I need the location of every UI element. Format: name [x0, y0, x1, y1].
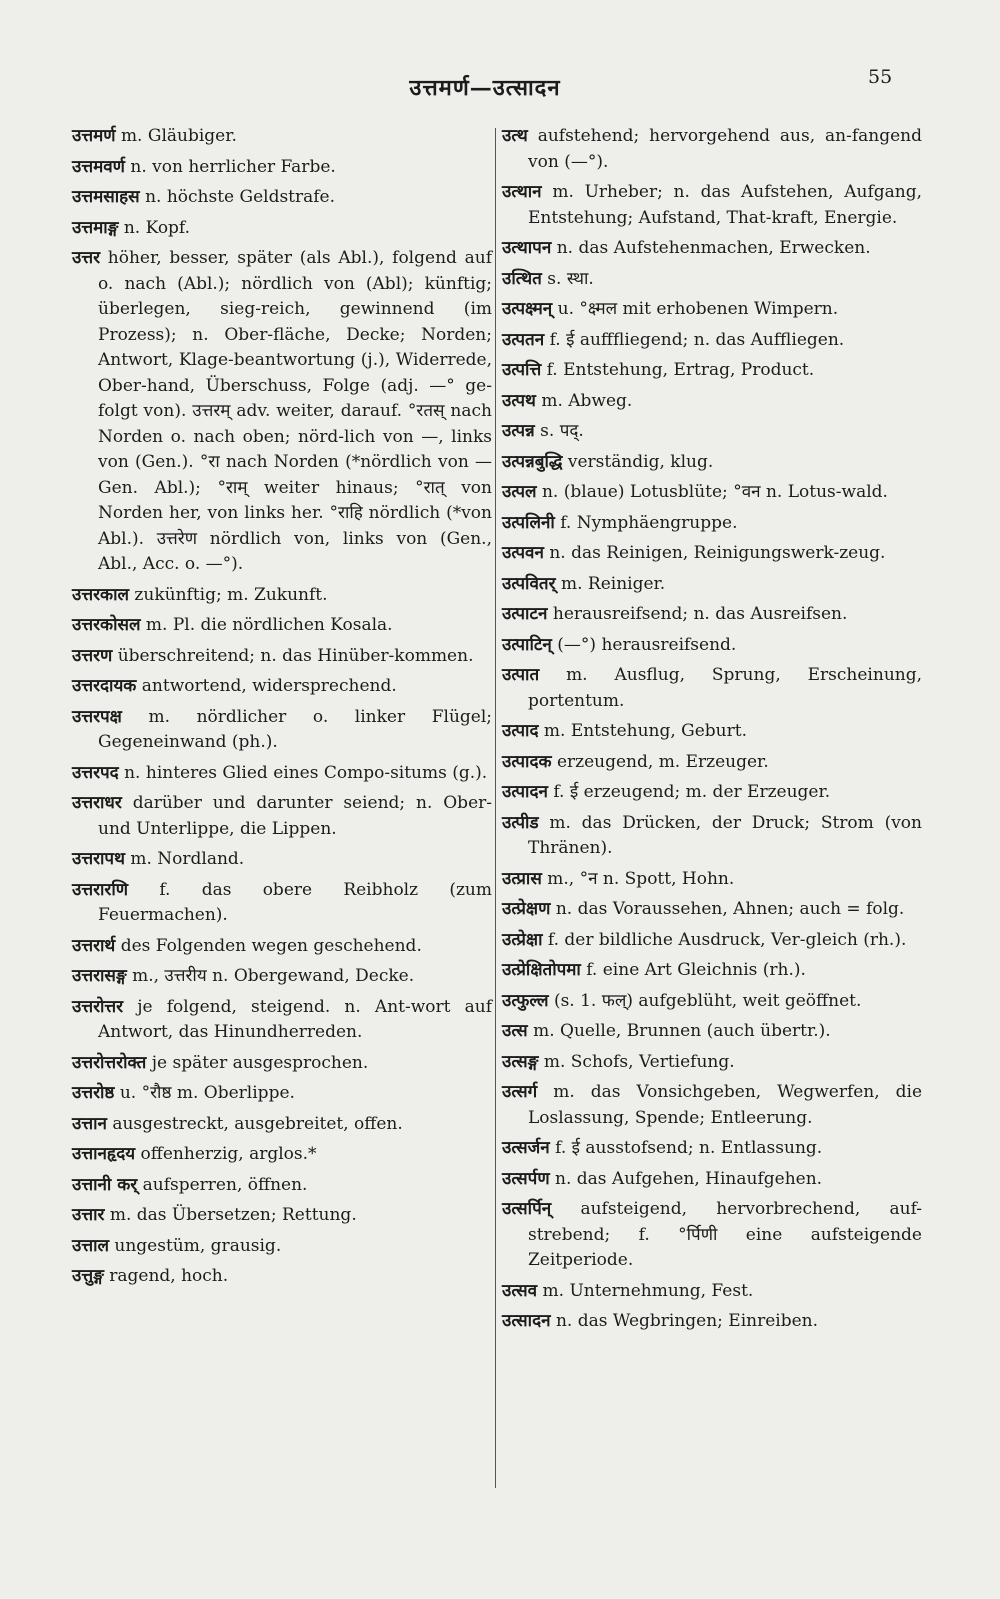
dictionary-entry — [72, 791, 492, 842]
entry-definition: des Folgenden wegen geschehend. — [120, 935, 422, 956]
entry-headword: उत्सर्पण — [502, 1168, 550, 1189]
page-header — [0, 0, 1000, 110]
entry-headword: उत्पात — [502, 665, 540, 685]
entry-headword: उत्तरोष्ठ — [72, 1083, 115, 1103]
entry-definition: f. das obere Reibholz (zum Feuermachen). — [98, 879, 492, 925]
entry-definition: je später ausgesprochen. — [151, 1052, 369, 1073]
entry-headword: उत्तरार्थ — [72, 935, 116, 956]
entry-headword: उत्तराधर — [72, 793, 122, 813]
entry-headword: उत्तमाङ्ग — [72, 217, 119, 238]
entry-headword: उत्तर — [72, 248, 101, 268]
entry-definition: aufstehend; hervorgehend aus, an-fangend von (—°). — [528, 126, 922, 172]
running-head: उत्तमर्ण—उत्सादन — [409, 75, 561, 101]
left-column — [72, 124, 492, 1295]
entry-headword: उत्तमवर्ण — [72, 156, 125, 177]
entry-headword: उत्पथ — [502, 390, 536, 411]
entry-headword: उत्पलिनी — [502, 512, 555, 533]
entry-definition: höher, besser, später (als Abl.), folgend auf o. nach (Abl.); nördlich von (Abl); künftig; überlegen, sieg-reich, gewinnend (im Prozess); n. Ober-fläche, Decke; Norden; Antwort, Klage-beantwortung (j.), Widerrede, Ober-hand, Überschuss, Folge (adj. —° ge-folgt von). उत्तरम् adv. weiter, darauf. °रतस् nach Norden o. nach oben; nörd-lich von —, links von (Gen.). °रा nach Norden (*nördlich von — Gen. Abl.); °राम् weiter hinaus; °रात् von Norden her, von links her. °राहि nördlich (*von Abl.). उत्तरेण nördlich von, links von (Gen., Abl., Acc. o. —°). — [98, 248, 493, 574]
dictionary-entry — [502, 1309, 922, 1335]
entry-definition: s. स्था. — [547, 268, 594, 289]
entry-definition: m. Entstehung, Geburt. — [543, 721, 747, 741]
dictionary-entry — [502, 1197, 922, 1274]
dictionary-entry — [72, 185, 492, 211]
dictionary-entry — [502, 989, 922, 1015]
entry-headword: उत्पवितर् — [502, 573, 556, 594]
entry-headword: उत्तानहृदय — [72, 1144, 136, 1164]
dictionary-entry — [502, 1019, 922, 1045]
dictionary-entry — [502, 541, 922, 567]
entry-definition: m. das Vonsichgeben, Wegwerfen, die Loslassung, Spende; Entleerung. — [528, 1082, 922, 1128]
entry-headword: उत्ताल — [72, 1235, 109, 1256]
entry-headword: उत्तरपक्ष — [72, 706, 122, 727]
entry-definition: m. Reiniger. — [560, 573, 666, 594]
entry-definition: m. Ausflug, Sprung, Erscheinung, portentum. — [528, 665, 922, 711]
entry-headword: उत्तमसाहस — [72, 187, 140, 207]
entry-definition: m. das Übersetzen; Rettung. — [109, 1205, 357, 1225]
dictionary-entry — [72, 705, 492, 756]
entry-definition: zukünftig; m. Zukunft. — [134, 584, 328, 605]
entry-definition: u. °क्ष्मल mit erhobenen Wimpern. — [557, 299, 839, 319]
dictionary-entry — [502, 450, 922, 476]
entry-definition: herausreifsend; n. das Ausreifsen. — [552, 604, 848, 624]
entry-definition: je folgend, steigend. n. Ant-wort auf Antwort, das Hinundherreden. — [98, 996, 493, 1042]
dictionary-entry — [72, 216, 492, 242]
entry-headword: उत्पन्नबुद्धि — [502, 451, 563, 472]
entry-definition: m. Abweg. — [541, 390, 633, 411]
dictionary-entry — [72, 246, 492, 578]
dictionary-entry — [502, 602, 922, 628]
entry-headword: उत्पीड — [502, 812, 539, 833]
entry-definition: m. das Drücken, der Druck; Strom (von Thränen). — [528, 812, 922, 858]
entry-headword: उत्तुङ्ग — [72, 1266, 104, 1286]
dictionary-entry — [72, 1173, 492, 1199]
entry-headword: उत्पादक — [502, 751, 552, 772]
entry-definition: s. पद्. — [540, 421, 584, 441]
entry-definition: aufsteigend, hervorbrechend, auf-strebend; f. °र्पिणी eine aufsteigende Zeitperiode. — [528, 1199, 922, 1270]
entry-definition: erzeugend, m. Erzeuger. — [556, 751, 769, 772]
entry-headword: उत्तरापथ — [72, 849, 125, 869]
entry-headword: उत्पतन — [502, 329, 545, 350]
entry-definition: n. das Wegbringen; Einreiben. — [555, 1311, 819, 1331]
dictionary-entry — [502, 780, 922, 806]
dictionary-entry — [72, 155, 492, 181]
dictionary-entry — [72, 878, 492, 929]
entry-headword: उत्तरण — [72, 645, 113, 666]
entry-definition: n. höchste Geldstrafe. — [145, 187, 336, 207]
entry-headword: उत्तरदायक — [72, 676, 137, 696]
dictionary-entry — [502, 1080, 922, 1131]
dictionary-entry — [502, 897, 922, 923]
entry-headword: उत्पल — [502, 482, 537, 502]
dictionary-entry — [502, 867, 922, 893]
dictionary-entry — [72, 1234, 492, 1260]
dictionary-entry — [502, 480, 922, 506]
entry-definition: offenherzig, arglos.* — [140, 1144, 317, 1164]
entry-definition: f. ई aufffliegend; n. das Auffliegen. — [549, 329, 845, 350]
dictionary-entry — [72, 761, 492, 787]
entry-definition: ausgestreckt, ausgebreitet, offen. — [112, 1113, 403, 1134]
dictionary-entry — [502, 180, 922, 231]
dictionary-entry — [72, 1051, 492, 1077]
entry-headword: उत्थ — [502, 126, 528, 146]
dictionary-entry — [502, 719, 922, 745]
dictionary-entry — [502, 1050, 922, 1076]
entry-definition: ungestüm, grausig. — [114, 1235, 282, 1256]
column-divider — [495, 128, 496, 1488]
entry-definition: f. Nymphäengruppe. — [560, 512, 738, 533]
entry-headword: उत्तमर्ण — [72, 126, 116, 146]
entry-headword: उत्तरकाल — [72, 584, 130, 605]
dictionary-entry — [502, 928, 922, 954]
entry-headword: उत्प्रेक्षितोपमा — [502, 960, 581, 980]
entry-definition: m. Nordland. — [130, 849, 245, 869]
entry-headword: उत्थित — [502, 268, 542, 289]
entry-headword: उत्पक्ष्मन् — [502, 299, 553, 319]
entry-definition: (s. 1. फल्) aufgeblüht, weit geöffnet. — [553, 990, 862, 1011]
dictionary-entry — [72, 964, 492, 990]
dictionary-entry — [502, 511, 922, 537]
entry-headword: उत्पाद — [502, 721, 539, 741]
dictionary-entry — [502, 236, 922, 262]
entry-headword: उत्सर्ग — [502, 1082, 538, 1102]
entry-definition: n. Kopf. — [123, 217, 191, 238]
entry-definition: m. Gläubiger. — [120, 126, 237, 146]
dictionary-entry — [72, 1264, 492, 1290]
entry-headword: उत्तार — [72, 1205, 105, 1225]
entry-headword: उत्सर्जन — [502, 1138, 550, 1158]
entry-definition: n. das Reinigen, Reinigungswerk-zeug. — [549, 543, 886, 563]
dictionary-entry — [72, 613, 492, 639]
dictionary-entry — [502, 267, 922, 293]
dictionary-entry — [72, 674, 492, 700]
entry-headword: उत्पादन — [502, 782, 548, 802]
entry-headword: उत्तरासङ्ग — [72, 966, 127, 986]
entry-definition: verständig, klug. — [567, 451, 714, 472]
dictionary-entry — [502, 358, 922, 384]
entry-headword: उत्फुल्ल — [502, 990, 549, 1011]
entry-headword: उत्थान — [502, 182, 542, 202]
entry-definition: f. der bildliche Ausdruck, Ver-gleich (rh.). — [547, 929, 907, 950]
dictionary-entry — [502, 419, 922, 445]
right-column — [502, 124, 922, 1340]
entry-headword: उत्सर्पिन् — [502, 1199, 552, 1219]
entry-definition: m., °न n. Spott, Hohn. — [547, 868, 735, 889]
entry-definition: m. nördlicher o. linker Flügel; Gegeneinwand (ph.). — [98, 706, 492, 752]
entry-definition: f. eine Art Gleichnis (rh.). — [586, 960, 806, 980]
entry-headword: उत्तान — [72, 1113, 107, 1134]
entry-definition: m. Pl. die nördlichen Kosala. — [145, 615, 393, 635]
dictionary-entry — [502, 663, 922, 714]
dictionary-entry — [72, 1203, 492, 1229]
dictionary-entry — [502, 958, 922, 984]
dictionary-entry — [502, 811, 922, 862]
entry-headword: उत्तानी कर् — [72, 1174, 138, 1195]
entry-definition: (—°) herausreifsend. — [557, 634, 737, 655]
entry-headword: उत्प्रेक्षण — [502, 899, 551, 919]
entry-headword: उत्तरोत्तरोक्त — [72, 1052, 147, 1073]
entry-definition: ragend, hoch. — [109, 1266, 229, 1286]
entry-definition: n. (blaue) Lotusblüte; °वन n. Lotus-wald. — [541, 482, 888, 502]
dictionary-entry — [502, 1136, 922, 1162]
entry-definition: m. Unternehmung, Fest. — [542, 1280, 754, 1301]
entry-headword: उत्पवन — [502, 543, 544, 563]
entry-definition: f. ई erzeugend; m. der Erzeuger. — [553, 782, 831, 802]
dictionary-entry — [72, 847, 492, 873]
entry-headword: उत्तरोत्तर — [72, 996, 124, 1017]
entry-definition: m. Urheber; n. das Aufstehen, Aufgang, Entstehung; Aufstand, That-kraft, Energie. — [528, 182, 923, 228]
entry-headword: उत्तरकोसल — [72, 615, 141, 635]
entry-headword: उत्स — [502, 1021, 528, 1041]
entry-definition: antwortend, widersprechend. — [141, 676, 397, 696]
dictionary-entry — [502, 328, 922, 354]
entry-headword: उत्प्रास — [502, 868, 542, 889]
dictionary-entry — [502, 124, 922, 175]
dictionary-entry — [72, 583, 492, 609]
dictionary-entry — [72, 934, 492, 960]
entry-definition: f. ई ausstofsend; n. Entlassung. — [555, 1138, 823, 1158]
entry-definition: n. das Voraussehen, Ahnen; auch = folg. — [555, 899, 905, 919]
entry-headword: उत्तरारणि — [72, 879, 129, 900]
entry-headword: उत्थापन — [502, 238, 552, 258]
dictionary-entry — [72, 995, 492, 1046]
entry-definition: überschreitend; n. das Hinüber-kommen. — [117, 645, 474, 666]
entry-headword: उत्सादन — [502, 1311, 551, 1331]
dictionary-entry — [72, 1112, 492, 1138]
entry-definition: n. von herrlicher Farbe. — [130, 156, 336, 177]
dictionary-entry — [72, 1142, 492, 1168]
entry-definition: n. das Aufstehenmachen, Erwecken. — [556, 238, 871, 258]
entry-definition: m. Quelle, Brunnen (auch übertr.). — [533, 1021, 831, 1041]
dictionary-entry — [502, 1167, 922, 1193]
dictionary-entry — [502, 389, 922, 415]
dictionary-entry — [502, 297, 922, 323]
entry-definition: darüber und darunter seiend; n. Ober- und Unterlippe, die Lippen. — [98, 793, 492, 839]
entry-definition: n. hinteres Glied eines Compo-situms (g.). — [124, 762, 488, 783]
entry-definition: aufsperren, öffnen. — [142, 1174, 308, 1195]
entry-definition: u. °रौष्ठ m. Oberlippe. — [119, 1083, 295, 1103]
entry-headword: उत्तरपद — [72, 762, 119, 783]
entry-headword: उत्प्रेक्षा — [502, 929, 543, 950]
entry-headword: उत्सव — [502, 1280, 538, 1301]
entry-headword: उत्पाटिन् — [502, 634, 552, 655]
entry-headword: उत्सङ्ग — [502, 1051, 539, 1072]
dictionary-entry — [502, 750, 922, 776]
page-number: 55 — [868, 66, 893, 88]
entry-definition: m. Schofs, Vertiefung. — [543, 1051, 735, 1072]
dictionary-entry — [72, 124, 492, 150]
dictionary-entry — [502, 633, 922, 659]
dictionary-entry — [72, 644, 492, 670]
entry-headword: उत्पत्ति — [502, 360, 542, 380]
entry-definition: f. Entstehung, Ertrag, Product. — [546, 360, 815, 380]
dictionary-entry — [502, 572, 922, 598]
dictionary-entry — [502, 1279, 922, 1305]
entry-headword: उत्पन्न — [502, 421, 535, 441]
entry-definition: m., उत्तरीय n. Obergewand, Decke. — [132, 966, 415, 986]
entry-definition: n. das Aufgehen, Hinaufgehen. — [555, 1168, 823, 1189]
entry-headword: उत्पाटन — [502, 604, 548, 624]
dictionary-entry — [72, 1081, 492, 1107]
